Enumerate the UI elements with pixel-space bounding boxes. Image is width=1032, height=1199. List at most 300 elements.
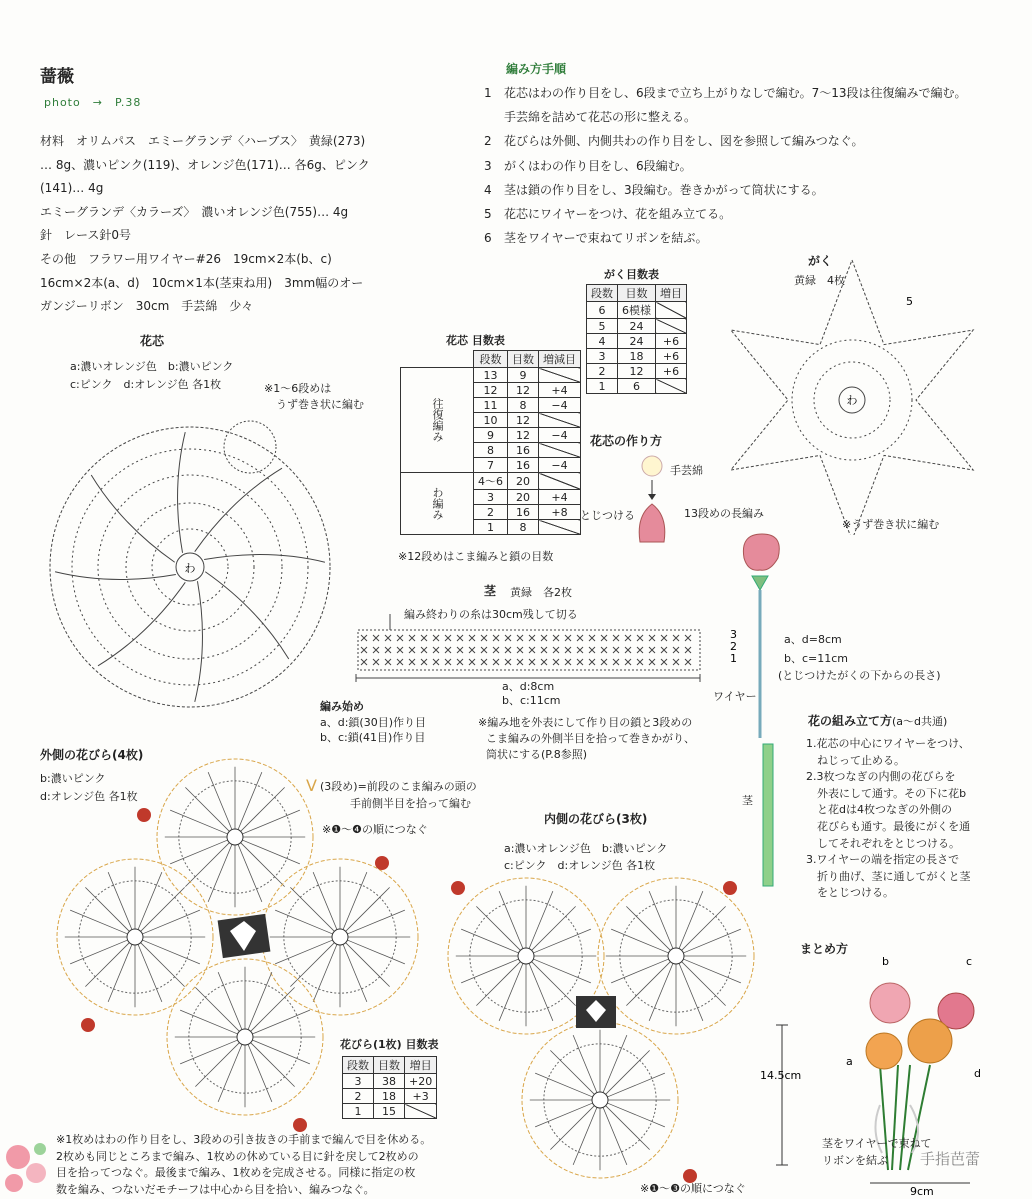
stem-color: 黄緑 各2枚: [510, 586, 572, 599]
assembly-title-text: 花の組み立て方: [808, 714, 893, 728]
core-count-table: [400, 350, 581, 535]
table-cell: 12: [508, 413, 539, 428]
rose-d-icon: [908, 1019, 952, 1063]
petal-spoke: [218, 1044, 242, 1101]
flower-wire-illustration: [730, 528, 790, 890]
stem-row-1: 1: [730, 652, 737, 665]
stitch-mark: [685, 635, 691, 641]
table-row: [587, 302, 687, 319]
core-colors: c:ピンク d:オレンジ色 各1枚: [70, 378, 222, 391]
core-title: 花芯: [140, 334, 165, 348]
stitch-mark: [613, 647, 619, 653]
step-number: 2: [484, 134, 492, 149]
stitch-mark: [685, 647, 691, 653]
table-cell: 11: [474, 398, 508, 413]
stitch-mark: [493, 635, 499, 641]
calyx-title: がく: [808, 254, 833, 268]
outer-petals-color: d:オレンジ色 各1枚: [40, 790, 138, 803]
petal-spoke: [499, 963, 523, 1020]
calyx-table-title: がく目数表: [604, 268, 659, 281]
table-cell: +6: [656, 334, 687, 349]
decorative-rose-icon: [0, 1135, 56, 1199]
petal-spoke: [550, 1050, 594, 1094]
photo-ref: photo → P.38: [44, 96, 142, 109]
table-row: [587, 349, 687, 364]
wire-label: ワイヤー: [713, 690, 757, 703]
inner-petals-chart: [440, 870, 770, 1188]
stitch-line: [204, 555, 325, 563]
stitch-mark: [649, 635, 655, 641]
table-cell: 8: [508, 398, 539, 413]
stitch-mark: [445, 659, 451, 665]
calyx-icon: [752, 576, 768, 590]
stitch-line: [178, 432, 186, 553]
stitch-mark: [517, 659, 523, 665]
stitch-mark: [433, 635, 439, 641]
table-cell: +3: [405, 1089, 437, 1104]
stitch-mark: [553, 659, 559, 665]
stitch-mark: [385, 635, 391, 641]
table-cell: 1: [587, 379, 618, 394]
table-cell: 6模様: [618, 302, 656, 319]
instruction-step: [484, 108, 696, 125]
stitch-mark: [373, 647, 379, 653]
stitch-mark: [625, 647, 631, 653]
stitch-mark: [469, 647, 475, 653]
petal-spoke: [252, 1040, 309, 1064]
petal-spoke: [476, 906, 520, 950]
assembly-title: [808, 712, 947, 729]
petal-spoke: [170, 810, 227, 834]
table-header: 目数: [618, 285, 656, 302]
petal-spoke: [347, 940, 404, 964]
petal-spoke: [346, 943, 390, 987]
table-cell: 4〜6: [474, 473, 508, 490]
table-cell: 38: [374, 1074, 405, 1089]
stitch-mark: [577, 635, 583, 641]
stitch-mark: [637, 647, 643, 653]
table-cell: 9: [474, 428, 508, 443]
stem-note: 筒状にする(P.8参照): [486, 748, 587, 761]
stitch-mark: [397, 635, 403, 641]
table-cell: 3: [474, 490, 508, 505]
stitch-mark: [421, 647, 427, 653]
assembly-subtitle: (a〜d共通): [892, 715, 948, 728]
bouquet-label-a: a: [846, 1055, 853, 1068]
stitch-mark: [517, 647, 523, 653]
stem-start-title: 編み始め: [320, 700, 364, 713]
step-text: 茎をワイヤーで束ねてリボンを結ぶ。: [504, 231, 708, 246]
petal-spoke: [241, 843, 285, 887]
bouquet-label-c: c: [966, 955, 973, 968]
stitch-mark: [385, 659, 391, 665]
inner-petals-color: a:濃いオレンジ色 b:濃いピンク: [504, 842, 668, 855]
petal-spoke: [290, 887, 334, 931]
assembly-line: 花びらも通す。最後にがくを通: [806, 819, 971, 833]
table-group-label: 往復編み: [401, 368, 474, 473]
table-cell: 8: [474, 443, 508, 458]
petal-spoke: [251, 987, 295, 1031]
stitch-mark: [613, 635, 619, 641]
join-order-marker: [723, 881, 737, 895]
instruction-step: [484, 229, 708, 246]
rose-a-icon: [866, 1033, 902, 1069]
watermark-text: 手指芭蕾: [920, 1150, 981, 1168]
assembly-line: 2.3枚つなぎの内側の花びらを: [806, 770, 956, 784]
stitch-mark: [589, 659, 595, 665]
step-number: 3: [484, 158, 492, 173]
table-cell: +4: [539, 490, 581, 505]
core-bud-icon: [639, 504, 665, 542]
table-cell: [539, 368, 581, 383]
petal-center: [127, 929, 143, 945]
stitch-mark: [649, 659, 655, 665]
petal-spoke: [682, 962, 726, 1006]
table-cell: +6: [656, 349, 687, 364]
note-line: 目を拾ってつなぐ。最後まで編み、1枚めを完成させる。同様に指定の枚: [56, 1166, 416, 1179]
stitch-mark: [661, 647, 667, 653]
assembly-line: してそれぞれをとじつける。: [806, 836, 960, 850]
table-cell: −4: [539, 398, 581, 413]
table-cell: [539, 473, 581, 490]
bouquet-width: 9cm: [910, 1185, 934, 1195]
table-cell: 16: [508, 443, 539, 458]
petal-spoke: [679, 891, 703, 948]
petal-spoke: [476, 962, 520, 1006]
table-row: [343, 1104, 437, 1119]
table-cell: 6: [618, 379, 656, 394]
table-cell: 10: [474, 413, 508, 428]
materials-line: エミーグランデ〈カラーズ〉 濃いオレンジ色(755)… 4g: [40, 204, 349, 219]
flower-len-bc: b、c=11cm: [784, 652, 849, 665]
petal-spoke: [532, 962, 576, 1006]
petal-spoke: [606, 1106, 650, 1150]
table-group-label: わ編み: [401, 473, 474, 535]
stitch-mark: [577, 647, 583, 653]
bouquet-note: リボンを結ぶ: [822, 1154, 888, 1167]
petal-join-note: [56, 1132, 431, 1198]
stem-start-ad: a、d:鎖(30目)作り目: [320, 716, 427, 729]
petal-center: [332, 929, 348, 945]
step-text: 花芯はわの作り目をし、6段まで立ち上がりなしで編む。7〜13段は往復編みで編む。: [504, 86, 967, 100]
petal-spoke: [290, 943, 334, 987]
core-table-note: ※12段めはこま編みと鎖の目数: [398, 550, 554, 563]
petal-spoke: [343, 872, 367, 929]
stitch-mark: [661, 659, 667, 665]
stem-note: ※編み地を外表にして作り目の鎖と3段めの: [478, 716, 693, 729]
stitch-mark: [673, 635, 679, 641]
table-cell: 15: [374, 1104, 405, 1119]
petal-spoke: [626, 906, 670, 950]
join-order-marker: [137, 808, 151, 822]
table-header: 増目: [405, 1057, 437, 1074]
stitch-mark: [529, 659, 535, 665]
instruction-step: [484, 84, 967, 101]
bouquet-title: まとめ方: [800, 942, 849, 956]
petal-spoke: [607, 1103, 664, 1127]
petal-center: [518, 948, 534, 964]
table-cell: 2: [587, 364, 618, 379]
table-cell: 20: [508, 490, 539, 505]
petal-spoke: [532, 906, 576, 950]
join-order-marker: [293, 1118, 307, 1132]
table-row: [587, 364, 687, 379]
stitch-mark: [685, 659, 691, 665]
table-cell: 4: [587, 334, 618, 349]
stitch-mark: [589, 635, 595, 641]
inner-petals-title: 内側の花びら(3枚): [544, 812, 648, 826]
materials-line: … 8g、濃いピンク(119)、オレンジ色(171)… 各6g、ピンク: [40, 157, 370, 172]
calyx-note: ※うず巻き状に編む: [842, 518, 940, 531]
stitch-mark: [553, 635, 559, 641]
petal-spoke: [606, 1050, 650, 1094]
stitch-mark: [601, 659, 607, 665]
step-text: 手芸綿を詰めて花芯の形に整える。: [504, 110, 697, 125]
outer-petals-color: b:濃いピンク: [40, 772, 106, 785]
petal-spoke: [461, 929, 518, 953]
note-line: ※1枚めはわの作り目をし、3段めの引き抜きの手前まで編んで目を休める。: [56, 1133, 432, 1146]
petal-spoke: [85, 887, 129, 931]
step-text: 茎は鎖の作り目をし、3段編む。巻きかがって筒状にする。: [504, 182, 824, 197]
step-text: 花びらは外側、内側共わの作り目をし、図を参照して編みつなぐ。: [504, 134, 864, 149]
step-number: 6: [484, 231, 492, 246]
table-cell: 18: [374, 1089, 405, 1104]
stitch-mark: [445, 647, 451, 653]
petal-spoke: [180, 1010, 237, 1034]
stitch-mark: [469, 635, 475, 641]
table-cell: +8: [539, 505, 581, 520]
assembly-line: ねじって止める。: [806, 753, 905, 767]
flower-len-note: (とじつけたがくの下からの長さ): [778, 669, 941, 682]
core-table-title: 花芯 目数表: [446, 334, 505, 347]
table-cell: 12: [618, 364, 656, 379]
stitch-line: [205, 572, 288, 659]
instruction-step: [484, 181, 824, 198]
inner-petals-color: c:ピンク d:オレンジ色 各1枚: [504, 859, 656, 872]
stitch-mark: [601, 635, 607, 641]
stitch-mark: [457, 635, 463, 641]
assembly-line: 外表にして通す。その下に花b: [806, 786, 967, 800]
table-row: [587, 379, 687, 394]
calyx-chart: [700, 245, 1000, 535]
stitch-mark: [673, 647, 679, 653]
petal-spoke: [108, 944, 132, 1001]
assembly-line: 折り曲げ、茎に通してがくと茎: [806, 869, 971, 883]
instructions-title: 編み方手順: [506, 62, 567, 76]
petal-spoke: [535, 1073, 592, 1097]
stitch-mark: [481, 647, 487, 653]
table-cell: 24: [618, 334, 656, 349]
core-note: ※1〜6段めは: [264, 382, 332, 395]
calyx-count-table: [586, 284, 687, 394]
petal-spoke: [195, 1043, 239, 1087]
core-make-title: 花芯の作り方: [590, 434, 663, 448]
core-center-label: わ: [184, 562, 196, 575]
stitch-mark: [625, 635, 631, 641]
petal-spoke: [185, 843, 229, 887]
assembly-line: 3.ワイヤーの端を指定の長さで: [806, 853, 960, 867]
petal-spoke: [573, 1107, 597, 1164]
stitch-line: [195, 468, 282, 551]
stitch-mark: [589, 647, 595, 653]
petal-center: [227, 829, 243, 845]
petal-spoke: [682, 906, 726, 950]
stem-start-bc: b、c:鎖(41目)作り目: [320, 731, 426, 744]
petal-spoke: [85, 943, 129, 987]
assembly-list: [806, 736, 971, 902]
stem-len-ad: a、d:8cm: [502, 680, 555, 693]
stitch-mark: [433, 659, 439, 665]
rose-b-icon: [870, 983, 910, 1023]
table-cell: +4: [539, 383, 581, 398]
needle-line: 針 レース針0号: [40, 228, 132, 243]
cotton-label: 手芸綿: [670, 464, 703, 477]
table-cell: 1: [343, 1104, 374, 1119]
stitch-mark: [385, 647, 391, 653]
table-cell: 12: [474, 383, 508, 398]
stitch-line: [55, 572, 176, 580]
row13-label: 13段めの長編み: [684, 507, 764, 520]
stitch-mark: [541, 647, 547, 653]
petal-spoke: [683, 959, 740, 983]
stitch-line: [98, 582, 185, 665]
table-cell: [656, 379, 687, 394]
petal-spoke: [550, 1106, 594, 1150]
calyx-color: 黄緑 4枚: [794, 274, 845, 287]
materials-line: 16cm×2本(a、d) 10cm×1本(茎束ね用) 3mm幅のオー: [40, 275, 364, 290]
petal-table-title: 花びら(1枚) 目数表: [340, 1038, 439, 1051]
petal-spoke: [626, 962, 670, 1006]
table-cell: [539, 520, 581, 535]
stitch-mark: [445, 635, 451, 641]
table-cell: [656, 302, 687, 319]
petal-spoke: [141, 887, 185, 931]
petal-spoke: [603, 1035, 627, 1092]
step-number: 4: [484, 182, 492, 197]
stitch-line: [195, 581, 203, 702]
step-number: 1: [484, 86, 492, 100]
bouquet-note: 茎をワイヤーで束ねて: [822, 1137, 932, 1150]
table-cell: +20: [405, 1074, 437, 1089]
petal-spoke: [195, 987, 239, 1031]
assembly-line: と花dは4枚つなぎの外側の: [806, 803, 952, 817]
materials-line: 材料 オリムパス エミーグランデ〈ハーブス〉 黄緑(273): [40, 134, 366, 148]
table-header: 段数: [343, 1057, 374, 1074]
table-header: 段数: [474, 351, 508, 368]
stitch-mark: [505, 635, 511, 641]
materials-block: [40, 130, 370, 319]
stitch-mark: [541, 659, 547, 665]
stitch-mark: [493, 659, 499, 665]
instruction-step: [484, 157, 692, 174]
table-cell: 7: [474, 458, 508, 473]
stitch-mark: [481, 635, 487, 641]
table-cell: −4: [539, 428, 581, 443]
stitch-mark: [361, 647, 367, 653]
stitch-mark: [517, 635, 523, 641]
stitch-mark: [409, 659, 415, 665]
assembly-line: をとじつける。: [806, 886, 894, 900]
bouquet-label-d: d: [974, 1067, 981, 1080]
core-chart: [40, 395, 360, 720]
petal-spoke: [275, 910, 332, 934]
stitch-mark: [373, 635, 379, 641]
core-note: うず巻き状に編む: [276, 398, 364, 411]
stitch-mark: [421, 659, 427, 665]
note-line: 数を編み、つないだモチーフは中心から目を拾い、編みつなぐ。: [56, 1182, 375, 1196]
stitch-mark: [613, 659, 619, 665]
petal-center: [592, 1092, 608, 1108]
outer-legend: 手前側半目を拾って編む: [350, 797, 471, 810]
table-cell: 13: [474, 368, 508, 383]
cotton-icon: [642, 456, 662, 476]
stitch-mark: [673, 659, 679, 665]
petal-center: [668, 948, 684, 964]
stitch-mark: [505, 647, 511, 653]
table-cell: [656, 319, 687, 334]
table-cell: 20: [508, 473, 539, 490]
table-cell: 2: [474, 505, 508, 520]
page-title: 蔷薇: [40, 67, 74, 87]
stitch-mark: [421, 635, 427, 641]
stitch-mark: [565, 659, 571, 665]
table-cell: 5: [587, 319, 618, 334]
table-header: 増減目: [539, 351, 581, 368]
table-header: 目数: [508, 351, 539, 368]
stitch-mark: [637, 659, 643, 665]
petal-center: [237, 1029, 253, 1045]
join-order-marker: [375, 856, 389, 870]
table-cell: −4: [539, 458, 581, 473]
stitch-mark: [577, 659, 583, 665]
stitch-mark: [397, 647, 403, 653]
join-order-marker: [81, 1018, 95, 1032]
stitch-mark: [529, 635, 535, 641]
stitch-mark: [409, 635, 415, 641]
table-cell: 24: [618, 319, 656, 334]
table-row: [587, 319, 687, 334]
table-cell: [539, 413, 581, 428]
stitch-mark: [625, 659, 631, 665]
stitch-mark: [361, 659, 367, 665]
stitch-mark: [469, 659, 475, 665]
table-cell: [405, 1104, 437, 1119]
bouquet-height: 14.5cm: [760, 1069, 802, 1082]
calyx-marker: 5: [906, 295, 913, 308]
petal-spoke: [313, 944, 337, 1001]
table-header: 段数: [587, 285, 618, 302]
table-cell: 3: [587, 349, 618, 364]
petal-spoke: [141, 943, 185, 987]
materials-line: ガンジーリボン 30cm 手芸綿 少々: [40, 299, 254, 314]
assembly-line: 1.花芯の中心にワイヤーをつけ、: [806, 737, 970, 750]
inner-order-note: ※❶〜❸の順につなぐ: [640, 1182, 746, 1195]
stitch-mark: [529, 647, 535, 653]
stitch-mark: [493, 647, 499, 653]
petal-spoke: [242, 840, 299, 864]
petal-spoke: [138, 872, 162, 929]
petal-spoke: [649, 963, 673, 1020]
flower-len-ad: a、d=8cm: [784, 633, 842, 646]
stitch-mark: [505, 659, 511, 665]
petal-spoke: [248, 972, 272, 1029]
table-cell: 16: [508, 458, 539, 473]
outer-order-note: ※❶〜❹の順につなぐ: [322, 823, 428, 836]
table-cell: 3: [343, 1074, 374, 1089]
table-row: [343, 1074, 437, 1089]
table-cell: 16: [508, 505, 539, 520]
bouquet-label-b: b: [882, 955, 889, 968]
